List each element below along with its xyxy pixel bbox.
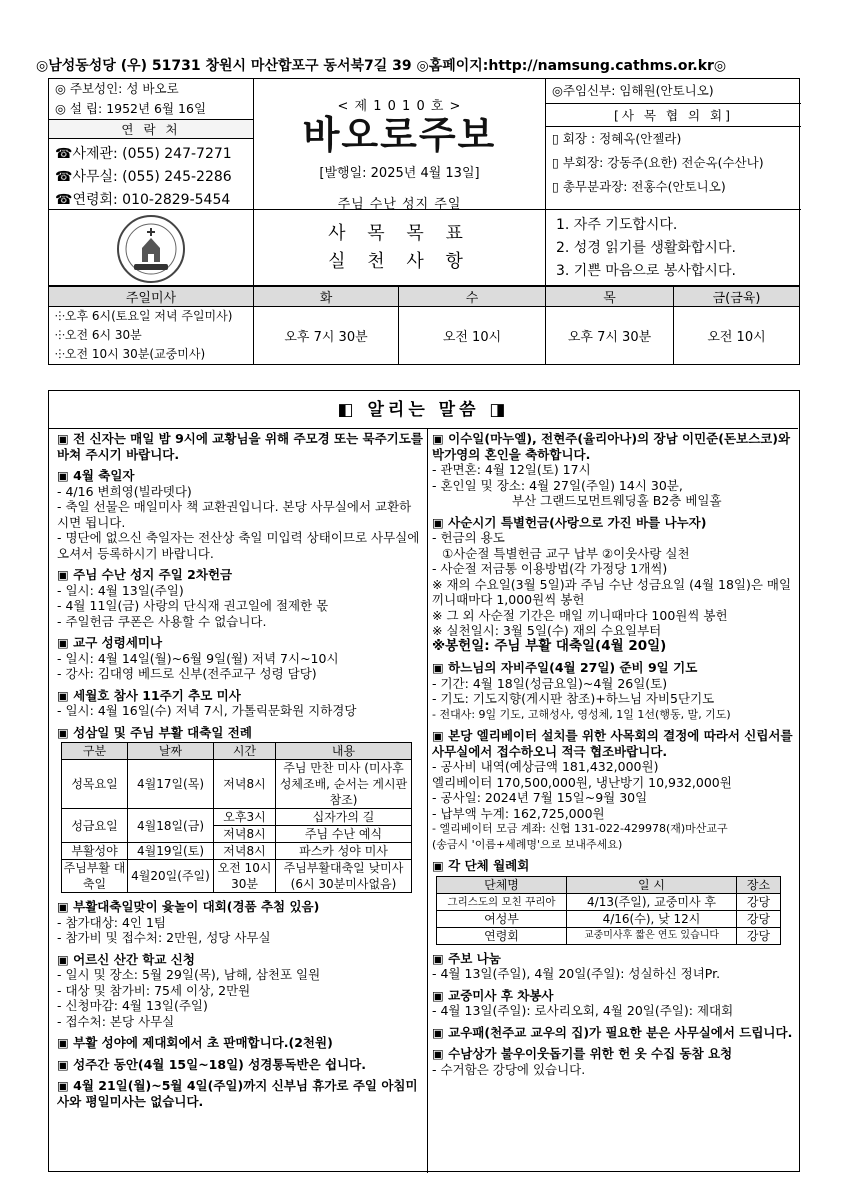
table-cell: 4월17일(목)	[128, 760, 214, 809]
notice-heading: ▣ 세월호 참사 11주기 추모 미사	[57, 687, 241, 703]
council-vice: ▯ 부회장: 강동주(요한) 전순옥(수산나)	[552, 155, 764, 170]
notice-group-meetings	[432, 858, 794, 945]
wed-mass-time: 오전 10시	[399, 307, 546, 365]
notice-clothes-collection	[432, 1046, 794, 1077]
notice-line-emphasis: ※봉헌일: 주님 부활 대축일(4월 20일)	[432, 637, 667, 654]
notice-heading: ▣ 하느님의 자비주일(4월 27일) 준비 9일 기도	[432, 660, 698, 675]
notice-line: - 사순절 저금통 이용방법(각 가정당 1개씩)	[432, 561, 668, 576]
notices-box	[48, 390, 800, 1172]
table-cell: 오후3시	[214, 809, 276, 826]
council-secretary: ▯ 총무분과장: 전홍수(안토니오)	[552, 179, 726, 194]
table-cell: 주님부활대축일 낮미사 (6시 30분미사없음)	[276, 860, 412, 893]
notice-yut-game	[57, 899, 423, 946]
notice-line: 엘리베이터 170,500,000원, 냉난방기 10,932,000원	[432, 774, 732, 790]
table-cell: 4/16(수), 낮 12시	[567, 910, 737, 927]
notice-divine-mercy	[432, 660, 794, 722]
notice-line: ①사순절 특별헌금 교구 납부 ②이웃사랑 실천	[442, 545, 690, 561]
table-header: 내용	[276, 743, 412, 760]
table-header: 단체명	[437, 876, 567, 893]
table-cell: 주님 수난 예식	[276, 826, 412, 843]
goals-list	[546, 209, 801, 287]
table-cell: 파스카 성야 미사	[276, 843, 412, 860]
table-cell: 주님부활 대축일	[62, 860, 128, 893]
notice-feast-days	[57, 468, 423, 561]
table-header: 날짜	[128, 743, 214, 760]
table-cell: 강당	[737, 910, 781, 927]
notice-line: - 참가대상: 4인 1팀	[57, 914, 166, 930]
notice-bible-reading: ▣ 성주간 동안(4월 15일~18일) 성경통독반은 쉽니다.	[57, 1056, 366, 1072]
table-cell: 교중미사후 짧은 연도 있습니다	[567, 927, 737, 944]
notice-heading: ▣ 본당 엘리베이터 설치를 위한 사목회의 결정에 따라서 신립서를 사무실에서 접수하오니 적극 협조바랍니다.	[432, 728, 793, 759]
notice-senior-school	[57, 952, 423, 1030]
notice-line: ※ 재의 수요일(3월 5일)과 주님 수난 성금요일 (4월 18일)은 매일 끼니때마다 1,000원씩 봉헌	[432, 576, 792, 607]
notice-seminar	[57, 635, 423, 682]
practice-title: 실 천 사 항	[328, 251, 471, 272]
notice-line: - 혼인일 및 장소: 4월 27일(주일) 14시 30분,	[432, 477, 683, 493]
notice-line: - 4월 13일(주일), 4월 20일(주일): 성실하신 정녀Pr.	[432, 966, 721, 981]
table-cell: 저녁8시	[214, 826, 276, 843]
patron-saint: ◎ 주보성인: 성 바오로	[55, 81, 179, 96]
table-cell: 4/13(주일), 교중미사 후	[567, 893, 737, 910]
table-cell: 저녁8시	[214, 843, 276, 860]
notice-line: ※ 실천일시: 3월 5일(수) 재의 수요일부터	[432, 623, 662, 638]
notice-bulletin-sharing	[432, 951, 794, 982]
notice-triduum-liturgy	[57, 725, 423, 894]
funeral-society-phone: ☎연령회: 010-2829-5454	[55, 192, 231, 208]
notice-line: - 4/16 변희영(빌라뎃다)	[57, 483, 192, 499]
notice-line: - 축일 선물은 매일미사 책 교환권입니다. 본당 사무실에서 교환하시면 됩니다.	[57, 499, 412, 530]
notice-elevator	[432, 728, 794, 852]
rectory-phone: ☎사제관: (055) 247-7271	[55, 146, 232, 162]
notice-pope-prayer: ▣ 전 신자는 매일 밤 9시에 교황님을 위해 주모경 또는 묵주기도를 바쳐 주시기 바랍니다.	[57, 431, 423, 462]
parish-logo	[49, 209, 254, 287]
mass-header-tue: 화	[254, 287, 399, 307]
mass-schedule-table	[48, 286, 800, 365]
notice-line: - 전대사: 9일 기도, 고해성사, 영성체, 1일 1선(행동, 말, 기도)	[432, 707, 731, 721]
notice-line: - 수거함은 강당에 있습니다.	[432, 1061, 586, 1077]
goal-item: 3. 기쁜 마음으로 봉사합시다.	[556, 263, 736, 279]
mass-header-wed: 수	[399, 287, 546, 307]
table-cell: 그리스도의 모친 꾸리아	[437, 893, 567, 910]
goal-item: 1. 자주 기도합시다.	[556, 217, 678, 233]
council-chair: ▯ 회장 : 정혜옥(안젤라)	[552, 131, 682, 146]
notice-line: - 관면혼: 4월 12일(토) 17시	[432, 462, 591, 477]
notice-line: - 엘리베이터 모금 계좌: 신협 131-022-429978(재)마산교구	[432, 822, 728, 835]
notice-line: - 4월 13일(주일): 로사리오회, 4월 20일(주일): 제대회	[432, 1003, 734, 1018]
notice-line: - 헌금의 용도	[432, 530, 505, 545]
notice-heading: ▣ 주보 나눔	[432, 950, 501, 966]
bulletin-header	[48, 78, 800, 286]
sunday-mass-item: ⸭오전 10시 30분(교중미사)	[55, 347, 206, 361]
notice-line: - 일시: 4월 16일(수) 저녁 7시, 가톨릭문화원 지하경당	[57, 703, 357, 718]
triduum-table	[61, 742, 412, 893]
masthead	[254, 79, 546, 212]
notices-title: ◧ 알리는 말씀 ◨	[49, 391, 798, 429]
sunday-mass-item: ⸭오전 6시 30분	[55, 328, 142, 342]
notice-heading: ▣ 성삼일 및 주님 부활 대축일 전례	[57, 724, 252, 740]
notice-line: ※ 그 외 사순절 기간은 매일 끼니때마다 100원씩 봉헌	[432, 607, 728, 623]
table-cell: 연령회	[437, 927, 567, 944]
tue-mass-time: 오후 7시 30분	[254, 307, 399, 365]
table-cell: 강당	[737, 927, 781, 944]
table-cell: 4월19일(토)	[128, 843, 214, 860]
notice-line: - 일시: 4월 13일(주일)	[57, 582, 184, 598]
table-cell: 성금요일	[62, 809, 128, 843]
notice-line: 부산 그랜드모먼트웨딩홀 B2층 베일홀	[512, 493, 722, 508]
parish-seal-icon	[116, 214, 186, 284]
table-cell: 저녁8시	[214, 760, 276, 809]
notice-line: - 참가비 및 접수처: 2만원, 성당 사무실	[57, 930, 271, 945]
notice-line: - 기간: 4월 18일(성금요일)~4월 26일(토)	[432, 675, 668, 691]
notice-wedding	[432, 431, 794, 509]
issue-date: [발행일: 2025년 4월 13일]	[319, 166, 480, 181]
notice-candle-sale: ▣ 부활 성야에 제대회에서 초 판매합니다.(2천원)	[57, 1035, 333, 1050]
table-cell: 강당	[737, 893, 781, 910]
notice-door-plaque: ▣ 교우패(천주교 교우의 집)가 필요한 분은 사무실에서 드립니다.	[432, 1024, 793, 1040]
notice-line: - 신청마감: 4월 13일(주일)	[57, 998, 208, 1013]
goal-item: 2. 성경 읽기를 생활화합시다.	[556, 240, 736, 256]
notice-line: - 4월 11일(금) 사랑의 단식재 권고일에 절제한 몫	[57, 598, 329, 613]
pastoral-council	[546, 79, 801, 209]
notice-line: - 접수처: 본당 사무실	[57, 1013, 175, 1029]
table-header: 시간	[214, 743, 276, 760]
issue-number: < 제 1 0 1 0 호 >	[337, 99, 462, 114]
notice-heading: ▣ 수남상가 불우이웃돕기를 위한 헌 옷 수집 동참 요청	[432, 1046, 733, 1061]
notice-lent-offering	[432, 515, 794, 655]
notice-line: - 명단에 없으신 축일자는 전산상 축일 미입력 상태이므로 사무실에 오셔서 등록하시기 바랍니다.	[57, 530, 420, 561]
table-cell: 성목요일	[62, 760, 128, 809]
notice-heading: ▣ 이수일(마누엘), 전현주(율리아나)의 장남 이민준(돈보스코)와 박가영의 혼인을 축하합니다.	[432, 431, 791, 462]
notice-tea-service	[432, 988, 794, 1019]
thu-mass-time: 오후 7시 30분	[546, 307, 674, 365]
notice-heading: ▣ 교구 성령세미나	[57, 635, 163, 650]
notice-line: (송금시 '이름+세례명'으로 보내주세요)	[432, 837, 623, 851]
table-header: 구분	[62, 743, 128, 760]
table-cell: 주님 만찬 미사 (미사후 성체조배, 순서는 게시판 참조)	[276, 760, 412, 809]
notice-heading: ▣ 어르신 산간 학교 신청	[57, 951, 195, 967]
notice-line: - 공사일: 2024년 7월 15일~9월 30일	[432, 790, 648, 805]
fri-mass-time: 오전 10시	[674, 307, 800, 365]
mass-header-thu: 목	[546, 287, 674, 307]
notice-sewol-memorial	[57, 688, 423, 719]
notice-line: - 주일헌금 쿠폰은 사용할 수 없습니다.	[57, 613, 267, 629]
pastoral-goals-caption	[254, 209, 546, 287]
notices-left-column	[57, 431, 423, 1115]
table-cell: 오전 10시30분	[214, 860, 276, 893]
notice-line: - 일시 및 장소: 5월 29일(목), 남해, 삼천포 일원	[57, 967, 321, 982]
notice-priest-vacation: ▣ 4월 21일(월)~5월 4일(주일)까지 신부님 휴가로 주일 아침미사와 평일미사는 없습니다.	[57, 1078, 418, 1109]
notice-second-collection	[57, 567, 423, 629]
notice-line: - 기도: 기도지향(게시판 참조)+하느님 자비5단기도	[432, 691, 715, 706]
sunday-mass-times	[49, 307, 254, 365]
parish-address-line: ◎남성동성당 (우) 51731 창원시 마산합포구 동서북7길 39 ◎홈페이지:http://namsung.cathms.or.kr◎	[36, 58, 727, 74]
notice-heading: ▣ 주님 수난 성지 주일 2차헌금	[57, 567, 233, 582]
notices-right-column	[432, 431, 794, 1083]
mass-header-fri: 금(금육)	[674, 287, 800, 307]
table-cell: 4월18일(금)	[128, 809, 214, 843]
council-caption: [사 목 협 의 회]	[546, 103, 801, 127]
table-cell: 부활성야	[62, 843, 128, 860]
parish-info	[49, 79, 254, 209]
table-header: 장소	[737, 876, 781, 893]
liturgical-sunday: 주님 수난 성지 주일	[337, 197, 462, 212]
notice-line: - 납부액 누계: 162,725,000원	[432, 805, 605, 821]
notice-line: - 대상 및 참가비: 75세 이상, 2만원	[57, 982, 251, 998]
table-cell: 십자가의 길	[276, 809, 412, 826]
notice-line: - 강사: 김대영 베드로 신부(전주교구 성령 담당)	[57, 666, 317, 681]
column-divider	[427, 429, 428, 1173]
bulletin-title: 바오로주보	[302, 113, 497, 157]
notice-line: - 일시: 4월 14일(월)~6월 9일(월) 저녁 7시~10시	[57, 650, 339, 666]
notice-heading: ▣ 사순시기 특별헌금(사랑으로 가진 바를 나누자)	[432, 514, 707, 530]
mass-header-sunday: 주일미사	[49, 287, 254, 307]
founded-date: ◎ 설 립: 1952년 6월 16일	[55, 101, 207, 116]
contact-caption: 연 락 처	[49, 119, 253, 139]
notice-heading: ▣ 교중미사 후 차봉사	[432, 987, 554, 1003]
goals-title: 사 목 목 표	[328, 223, 471, 244]
table-cell: 4월20일(주일)	[128, 860, 214, 893]
sunday-mass-item: ⸭오후 6시(토요일 저녁 주일미사)	[55, 309, 233, 323]
table-header: 일 시	[567, 876, 737, 893]
notice-heading: ▣ 부활대축일맞이 윷놀이 대회(경품 추첨 있음)	[57, 899, 320, 914]
notice-heading: ▣ 각 단체 월례회	[432, 858, 530, 873]
notice-line: - 공사비 내역(예상금액 181,432,000원)	[432, 759, 659, 774]
notice-heading: ▣ 4월 축일자	[57, 468, 135, 483]
office-phone: ☎사무실: (055) 245-2286	[55, 169, 232, 185]
pastor: ◎주임신부: 임해원(안토니오)	[552, 83, 714, 98]
group-meetings-table	[436, 876, 781, 945]
table-cell: 여성부	[437, 910, 567, 927]
